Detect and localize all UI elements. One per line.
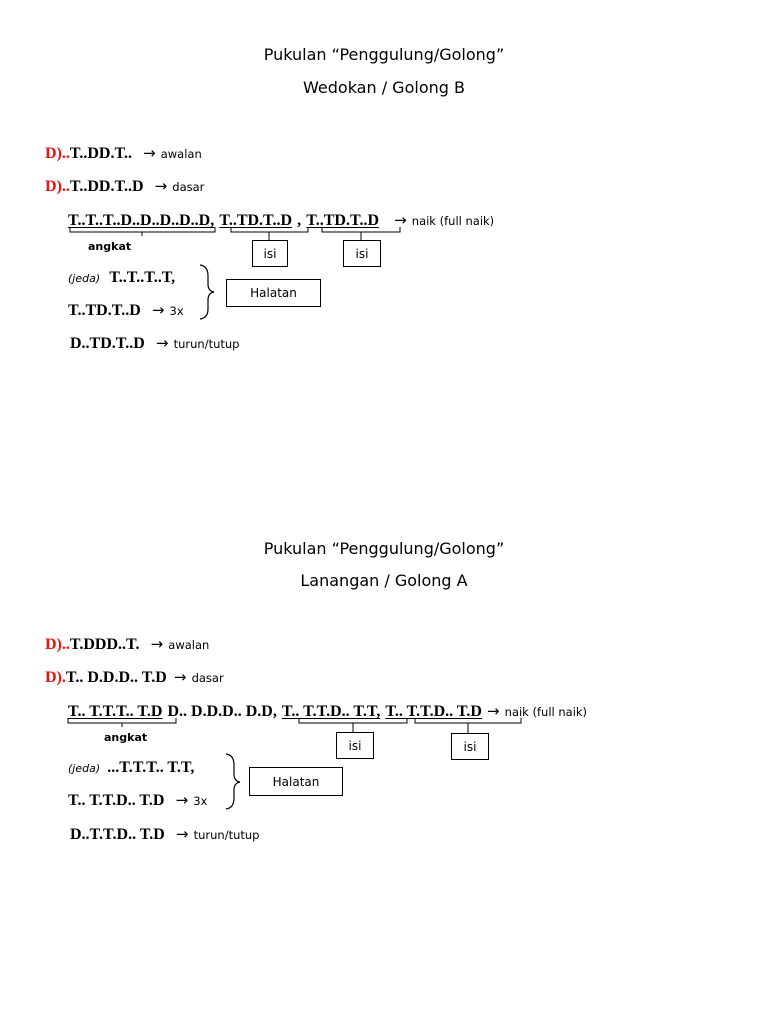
awalan-label: awalan <box>168 638 210 652</box>
isi-box: isi <box>343 240 381 267</box>
awalan-sequence: T.DDD..T. <box>69 636 140 653</box>
naik-part-2: T.. T.T.D.. T.T, <box>281 703 381 720</box>
tutup-sequence: D..T.T.D.. T.D <box>70 826 165 843</box>
arrow-icon: → <box>175 791 189 809</box>
angkat-label: angkat <box>88 240 132 253</box>
arrow-icon: → <box>154 177 168 195</box>
angkat-label: angkat <box>104 731 148 744</box>
section-b-subtitle: Wedokan / Golong B <box>303 78 465 97</box>
tutup-sequence: D..TD.T..D <box>70 335 145 352</box>
repeat-label: 3x <box>193 794 208 808</box>
dasar-sequence: T.. D.D.D.. T.D <box>65 669 167 686</box>
jeda-label: (jeda) <box>68 762 101 775</box>
section-a-jeda-line <box>68 757 194 777</box>
repeat-sequence: T..TD.T..D <box>68 302 141 319</box>
naik-part-2: T..TD.T..D <box>219 212 293 229</box>
arrow-icon: → <box>143 144 156 162</box>
section-b-title: Pukulan “Penggulung/Golong” <box>263 45 505 64</box>
arrow-icon: → <box>173 668 187 686</box>
dasar-prefix: D).. <box>45 178 70 195</box>
arrow-icon: → <box>394 211 407 229</box>
section-a-tutup-line <box>70 824 259 844</box>
awalan-prefix: D).. <box>45 636 70 653</box>
tutup-label: turun/tutup <box>173 337 240 351</box>
awalan-prefix: D).. <box>45 145 70 162</box>
naik-part-1b: D.. D.D.D.. D.D, <box>167 703 277 720</box>
arrow-icon: → <box>175 825 189 843</box>
section-a-repeat-line <box>68 790 207 810</box>
naik-separator: , <box>297 212 302 229</box>
halatan-box: Halatan <box>226 279 321 307</box>
isi-box: isi <box>336 732 374 759</box>
dasar-label: dasar <box>172 180 205 194</box>
halatan-box: Halatan <box>249 767 343 796</box>
tutup-label: turun/tutup <box>193 828 260 842</box>
arrow-icon: → <box>150 635 164 653</box>
repeat-label: 3x <box>169 304 184 318</box>
naik-part-3: T..TD.T..D <box>306 212 380 229</box>
arrow-icon: → <box>155 334 169 352</box>
section-a-subtitle: Lanangan / Golong A <box>300 571 468 590</box>
dasar-sequence: T..DD.T..D <box>69 178 144 195</box>
awalan-sequence: T..DD.T.. <box>69 145 132 162</box>
naik-part-1: T.. T.T.T.. T.D <box>68 703 163 720</box>
dasar-prefix: D). <box>45 669 66 686</box>
jeda-sequence: ...T.T.T.. T.T, <box>107 759 195 776</box>
naik-label: naik (full naik) <box>504 705 588 719</box>
section-a-title: Pukulan “Penggulung/Golong” <box>263 539 505 558</box>
naik-part-1: T..T..T..D..D..D..D..D, <box>68 212 215 229</box>
naik-label: naik (full naik) <box>411 214 495 228</box>
arrow-icon: → <box>486 702 500 720</box>
jeda-sequence: T..T..T..T, <box>109 269 176 286</box>
repeat-sequence: T.. T.T.D.. T.D <box>68 792 165 809</box>
dasar-label: dasar <box>191 671 224 685</box>
arrow-icon: → <box>151 301 165 319</box>
isi-box: isi <box>451 733 489 760</box>
jeda-label: (jeda) <box>68 272 101 285</box>
isi-box: isi <box>252 240 288 267</box>
naik-part-3: T.. T.T.D.. T.D <box>385 703 482 720</box>
awalan-label: awalan <box>160 147 202 161</box>
